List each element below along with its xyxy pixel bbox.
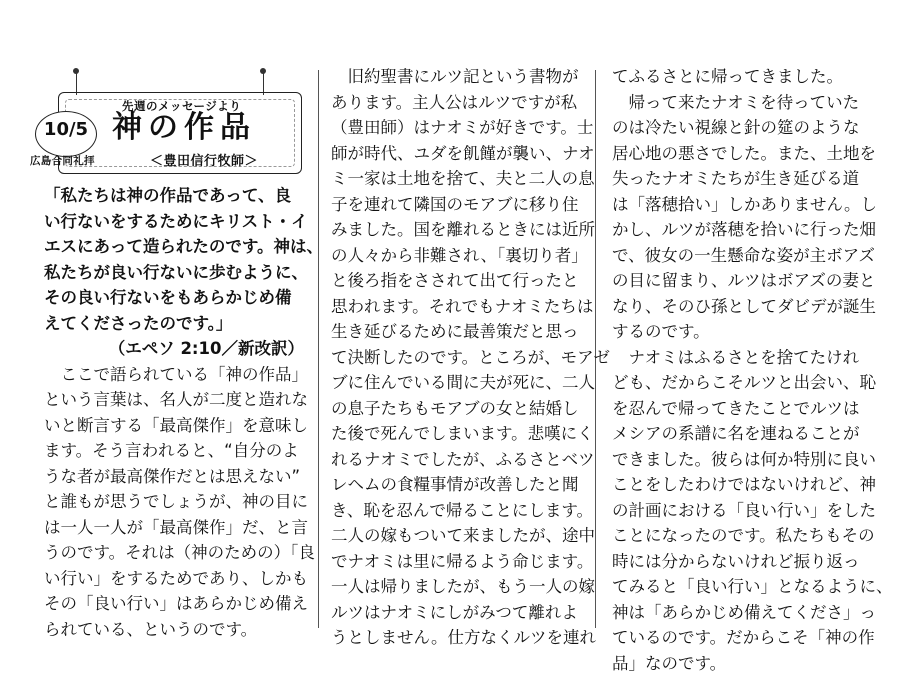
body-line: 時には分からないけれど振り返っ [612,549,882,575]
body-line: のは冷たい視線と針の筵のような [612,115,882,141]
church-label: 広島合同礼拝 [30,153,95,168]
body-line: （豊田師）はナオミが好きです。士 [331,115,593,141]
body-line: の目に留まり、ルツはボアズの妻と [612,268,882,294]
body-line: ミ一家は土地を捨て、夫と二人の息 [331,166,593,192]
body-line: 師が時代、ユダを飢饉が襲い、ナオ [331,141,593,167]
body-line: 子を連れて隣国のモアブに移り住 [331,192,593,218]
body-line: レヘムの食糧事情が改善したと聞 [331,472,593,498]
body-line: で、彼女の一生懸命な姿が主ボアズ [612,243,882,269]
scripture-line: い行ないをするためにキリスト・イ [44,209,306,235]
scripture-quote [44,183,306,362]
date-text: 10/5 [36,120,96,140]
body-line: うとしません。仕方なくルツを連れ [331,625,593,651]
body-line: の人々から非難され、「裏切り者」 [331,243,593,269]
scripture-reference: （エペソ 2:10／新改訳） [44,336,306,362]
body-line: でナオミは里に帰るよう命じます。 [331,549,593,575]
body-line: ことをしたわけではないけれど、神 [612,472,882,498]
body-line: は一人一人が「最高傑作」だ、と言 [44,515,306,541]
scripture-line: えてくださったのです。」 [44,311,306,337]
body-line: ども、だからこそルツと出会い、恥 [612,370,882,396]
body-line: 二人の嫁もついて来ましたが、途中 [331,523,593,549]
column-2 [331,64,593,651]
body-line: 一人は帰りましたが、もう一人の嫁 [331,574,593,600]
body-line: するのです。 [612,319,882,345]
date-badge [35,111,97,157]
body-line: という言葉は、名人が二度と造れな [44,387,306,413]
body-line: なり、そのひ孫としてダビデが誕生 [612,294,882,320]
body-line: れるナオミでしたが、ふるさとベツ [331,447,593,473]
body-line: できました。彼らは何か特別に良い [612,447,882,473]
body-line: 品」なのです。 [612,651,882,676]
column-3 [612,64,882,676]
body-line: は「落穂拾い」しかありません。し [612,192,882,218]
body-line: うのです。それは（神のための）「良 [44,540,306,566]
body-line: い行い」をするためであり、しかも [44,566,306,592]
body-line: ことになったのです。私たちもその [612,523,882,549]
body-line: られている、というのです。 [44,617,306,643]
scripture-line: その良い行ないをもあらかじめ備 [44,285,306,311]
column-divider-1 [318,70,319,628]
body-line: てみると「良い行い」となるように、 [612,574,882,600]
body-line: と後ろ指をさされて出て行ったと [331,268,593,294]
body-line: ルツはナオミにしがみつて離れよ [331,600,593,626]
body-line: あります。主人公はルツですが私 [331,90,593,116]
body-line: き、恥を忍んで帰ることにします。 [331,498,593,524]
body-line: ます。そう言われると、“自分のよ [44,438,306,464]
body-line: 失ったナオミたちが生き延びる道 [612,166,882,192]
scripture-line: エスにあって造られたのです。神は、 [44,234,306,260]
body-line: を忍んで帰ってきたことでルツは [612,396,882,422]
body-line: た後で死んでしまいます。悲嘆にく [331,421,593,447]
body-line: てふるさとに帰ってきました。 [612,64,882,90]
body-line: 思われます。それでもナオミたちは [331,294,593,320]
body-line: と誰もが思うでしょうが、神の目に [44,489,306,515]
body-line: 帰って来たナオミを待っていた [612,90,882,116]
pastor-name: ＜豊田信行牧師＞ [150,150,258,169]
body-line: 居心地の悪さでした。また、土地を [612,141,882,167]
body-line: ブに住んでいる間に夫が死に、二人 [331,370,593,396]
body-line: て決断したのです。ところが、モアゼ [331,345,593,371]
body-line: かし、ルツが落穂を拾いに行った畑 [612,217,882,243]
body-line: の計画における「良い行い」をした [612,498,882,524]
body-line: ているのです。だからこそ「神の作 [612,625,882,651]
scripture-line: 「私たちは神の作品であって、良 [44,183,306,209]
sign-subtitle: 先週のメッセージより [122,98,241,114]
body-line: ナオミはふるさとを捨てたけれ [612,345,882,371]
body-line: 旧約聖書にルツ記という書物が [331,64,593,90]
page-title: 神の作品 [112,112,256,144]
body-line: の息子たちもモアブの女と結婚し [331,396,593,422]
body-line: その「良い行い」はあらかじめ備え [44,591,306,617]
body-line: みました。国を離れるときには近所 [331,217,593,243]
body-line: 神は「あらかじめ備えてくださ」っ [612,600,882,626]
body-line: 生き延びるために最善策だと思っ [331,319,593,345]
body-line: いと断言する「最高傑作」を意味し [44,413,306,439]
body-line: メシアの系譜に名を連ねることが [612,421,882,447]
column-1 [44,183,306,642]
body-line: ここで語られている「神の作品」 [44,362,306,388]
body-line: うな者が最高傑作だとは思えない” [44,464,306,490]
scripture-line: 私たちが良い行ないに歩むように、 [44,260,306,286]
